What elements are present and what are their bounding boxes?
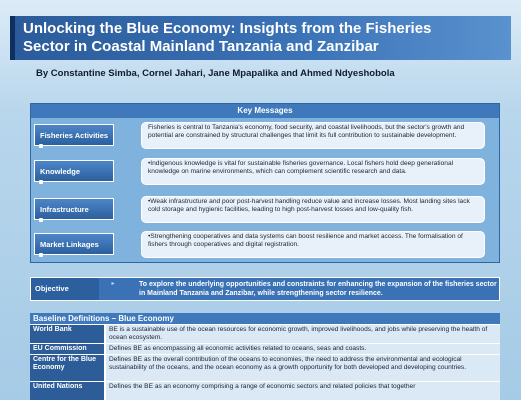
bullet-marker	[39, 218, 43, 222]
baseline-header: Baseline Definitions – Blue Economy	[30, 313, 500, 324]
definition-text: Defines the BE as an economy comprising a range of economic sectors and related policies that together	[106, 382, 500, 400]
key-message-text: Fisheries is central to Tanzania's economy, food security, and coastal livelihoods, but the sector's growth and potential are constrained by structural challenges that limit its full contribution to sustainable development.	[141, 122, 485, 149]
objective-label: Objective	[31, 278, 99, 300]
key-message-label: Market Linkages	[34, 233, 114, 255]
table-row	[30, 382, 500, 400]
definition-term: EU Commission	[30, 344, 104, 354]
objective-bar	[30, 277, 500, 301]
key-message-label: Fisheries Activities	[34, 124, 114, 146]
bullet-marker	[39, 180, 43, 184]
objective-text: To explore the underlying opportunities and constraints for enhancing the expansion of the fisheries sector in Mainland Tanzania and Zanzibar, while strengthening sector resilience.	[139, 281, 497, 297]
definition-text: Defines BE as encompassing all economic activities related to oceans, seas and coasts.	[106, 344, 500, 354]
key-messages-header: Key Messages	[31, 104, 499, 118]
key-message-text: •Strengthening cooperatives and data systems can boost resilience and market access. The formalisation of fishers through cooperatives and digital registration.	[141, 231, 485, 258]
key-message-label: Knowledge	[34, 160, 114, 182]
arrow-icon: ▸	[111, 281, 115, 287]
bullet-marker	[39, 144, 43, 148]
title-line-2: Sector in Coastal Mainland Tanzania and Zanzibar	[23, 38, 379, 55]
definition-text: BE is a sustainable use of the ocean resources for economic growth, improved livelihoods, and jobs while preserving the health of ocean ecosystem.	[106, 325, 500, 343]
authors: By Constantine Simba, Cornel Jahari, Jane Mpapalika and Ahmed Ndyeshobola	[36, 68, 395, 79]
key-message-text: •Indigenous knowledge is vital for sustainable fisheries governance. Local fishers hold deep generational knowledge on marine environments, which can complement scientific research and data.	[141, 158, 485, 185]
title-line-1: Unlocking the Blue Economy: Insights from the Fisheries	[23, 20, 432, 37]
definition-text: Defines BE as the overall contribution of the oceans to economies, the need to address the environmental and ecological sustainability of the oceans, and the ocean economy as a growth opportunity for both developed and developing countries.	[106, 355, 500, 381]
key-message-row	[31, 229, 499, 259]
table-row	[30, 325, 500, 343]
definition-term: Centre for the Blue Economy	[30, 355, 104, 381]
definition-term: World Bank	[30, 325, 104, 343]
baseline-definitions-table	[30, 313, 500, 400]
key-message-label: Infrastructure	[34, 198, 114, 220]
bullet-marker	[39, 253, 43, 257]
key-message-row	[31, 120, 499, 150]
title-banner	[10, 16, 511, 60]
key-messages-panel	[30, 103, 500, 263]
table-row	[30, 344, 500, 354]
definition-term: United Nations	[30, 382, 104, 400]
key-message-row	[31, 156, 499, 186]
key-message-text: •Weak infrastructure and poor post-harvest handling reduce value and increase losses. Most landing sites lack cold storage and hygienic facilities, leading to high post-harvest losses and low-quality fish.	[141, 196, 485, 223]
table-row	[30, 355, 500, 381]
key-message-row	[31, 194, 499, 224]
